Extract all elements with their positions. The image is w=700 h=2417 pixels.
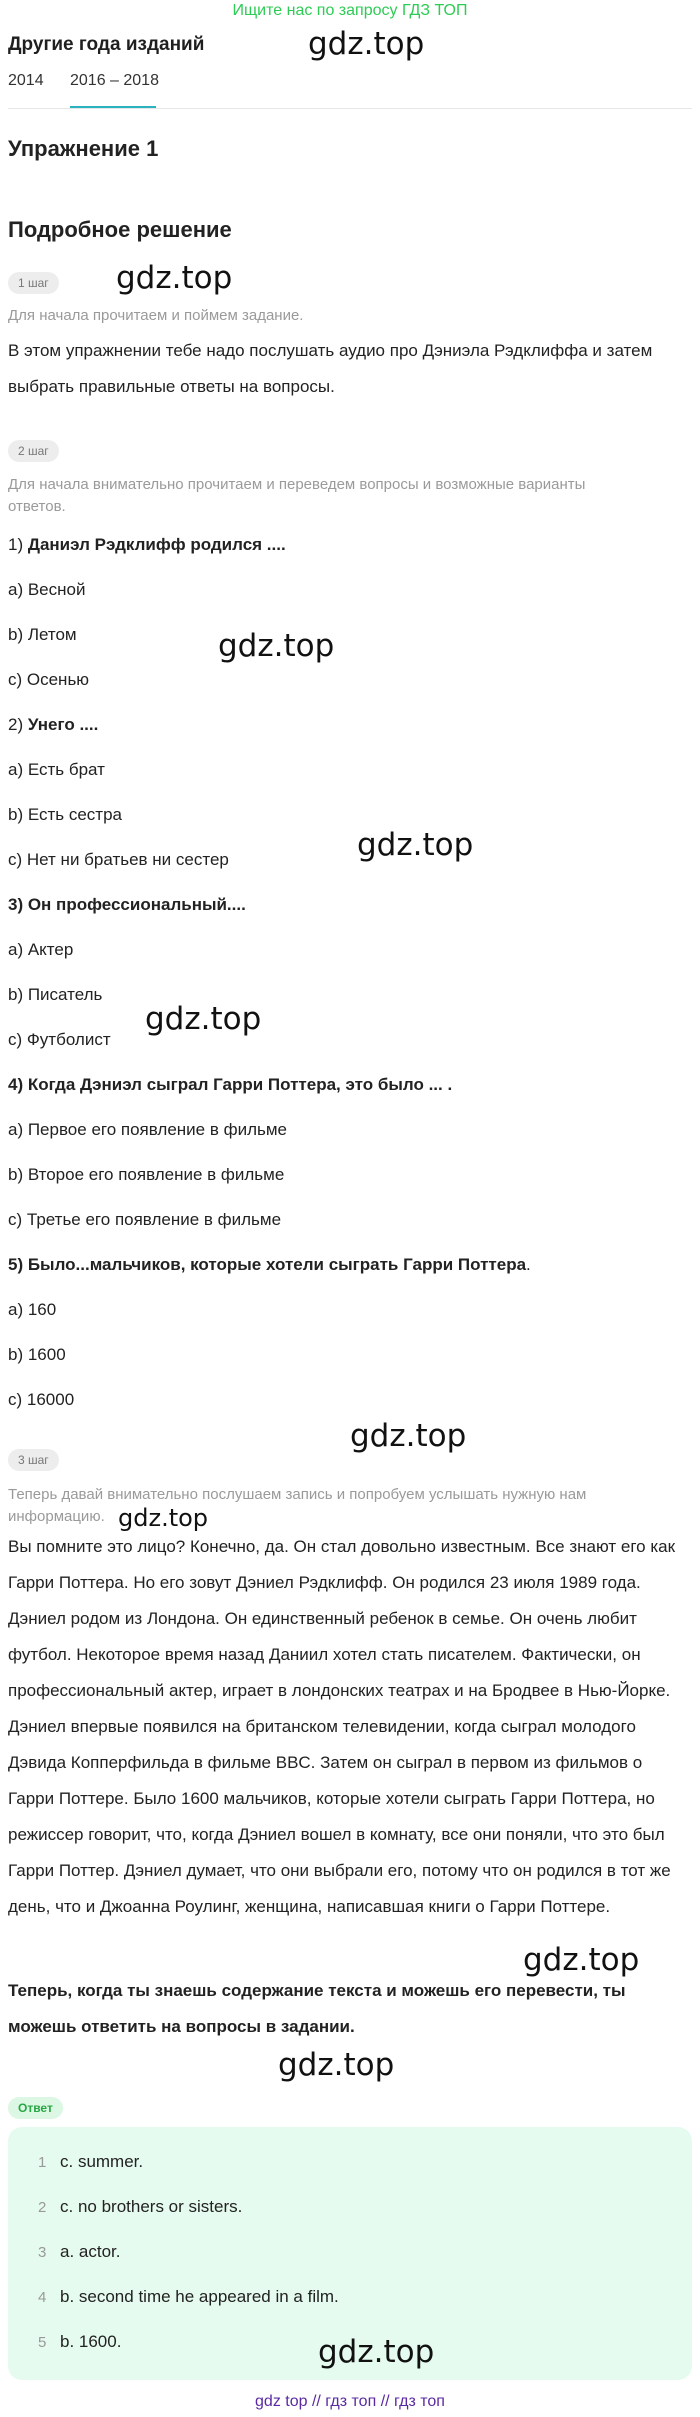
step-3-badge: 3 шаг — [8, 1449, 59, 1471]
exercise-title: Упражнение 1 — [8, 136, 159, 161]
watermark: gdz.top — [145, 1001, 262, 1037]
tab-2014[interactable]: 2014 — [8, 72, 44, 89]
answer-item: 3 a. actor. — [38, 2242, 121, 2261]
answer-badge: Ответ — [8, 2097, 63, 2119]
question-4-option-c: c) Третье его появление в фильме — [8, 1210, 282, 1229]
question-5-option-a: a) 160 — [8, 1300, 57, 1319]
watermark: gdz.top — [318, 2334, 435, 2370]
step-2-badge: 2 шаг — [8, 440, 59, 462]
answer-item: 2 c. no brothers or sisters. — [38, 2197, 243, 2216]
step-3-transcript: Вы помните это лицо? Конечно, да. Он стал довольно известным. Все знают его как Гарри Поттера. Но его зовут Дэниел Рэдклифф. Он родился 23 июля 1989 года. Дэниел родом из Лондона. Он единственный ребенок в семье. Он очень любит футбол. Некоторое время назад Даниил хотел стать писателем. Фактически, он профессиональный актер, играет в лондонских театрах и на Бродвее в Нью-Йорке. Дэниел впервые появился на британском телевидении, когда сыграл молодого Дэвида Копперфильда в фильме BBC. Затем он сыграл в первом из фильмов о Гарри Поттере. Было 1600 мальчиков, которые хотели сыграть Гарри Поттера, но режиссер говорит, что, когда Дэниел вошел в комнату, все они поняли, что это был Гарри Поттер. Дэниел думает, что они выбрали его, потому что он родился в тот же день, что и Джоанна Роулинг, женщина, написавшая книги о Гарри Поттере. — [8, 1537, 676, 1916]
other-editions-title: Другие года изданий — [8, 34, 205, 55]
watermark: gdz.top — [116, 260, 233, 296]
question-3-option-b: b) Писатель — [8, 985, 103, 1004]
question-2-option-a: a) Есть брат — [8, 760, 105, 779]
step-1-hint: Для начала прочитаем и поймем задание. — [8, 307, 304, 324]
question-5-option-b: b) 1600 — [8, 1345, 66, 1364]
step-3-hint: Теперь давай внимательно послушаем запись и попробуем услышать нужную нам информацию. — [8, 1486, 587, 1525]
question-5-option-c: c) 16000 — [8, 1390, 75, 1409]
question-3-option-c: c) Футболист — [8, 1030, 111, 1049]
step-3-conclusion: Теперь, когда ты знаешь содержание текста и можешь его перевести, ты можешь ответить на вопросы в задании. — [8, 1981, 626, 2036]
watermark: gdz.top — [118, 1504, 209, 1532]
search-banner: Ищите нас по запросу ГДЗ ТОП — [232, 2, 468, 19]
question-2-option-b: b) Есть сестра — [8, 805, 123, 824]
question-4: 4) Когда Дэниэл сыграл Гарри Поттера, это было ... . — [8, 1075, 453, 1094]
question-4-option-b: b) Второе его появление в фильме — [8, 1165, 285, 1184]
question-1-option-c: c) Осенью — [8, 670, 90, 689]
question-4-option-a: a) Первое его появление в фильме — [8, 1120, 287, 1139]
watermark: gdz.top — [308, 26, 425, 62]
step-1-badge: 1 шаг — [8, 272, 59, 294]
step-1-text: В этом упражнении тебе надо послушать аудио про Дэниэла Рэдклиффа и затем выбрать правильные ответы на вопросы. — [8, 341, 653, 396]
tab-2016-2018[interactable]: 2016 – 2018 — [70, 72, 159, 89]
watermark: gdz.top — [218, 628, 335, 664]
question-3: 3) Он профессиональный.... — [8, 895, 246, 914]
answer-item: 4 b. second time he appeared in a film. — [38, 2287, 339, 2306]
question-2: 2) Унего .... — [8, 715, 99, 734]
question-1-option-a: a) Весной — [8, 580, 86, 599]
watermark: gdz.top — [350, 1418, 467, 1454]
question-3-option-a: a) Актер — [8, 940, 74, 959]
watermark: gdz.top — [523, 1942, 640, 1978]
question-1-option-b: b) Летом — [8, 625, 77, 644]
footer-links[interactable]: gdz top // гдз топ // гдз топ — [255, 2393, 445, 2410]
question-2-option-c: c) Нет ни братьев ни сестер — [8, 850, 229, 869]
answer-item: 5 b. 1600. — [38, 2332, 122, 2351]
answer-item: 1 c. summer. — [38, 2152, 144, 2171]
watermark: gdz.top — [278, 2047, 395, 2083]
step-2-hint: Для начала внимательно прочитаем и переведем вопросы и возможные варианты ответов. — [8, 476, 586, 515]
solution-title: Подробное решение — [8, 217, 232, 242]
watermark: gdz.top — [357, 827, 474, 863]
question-1: 1) Даниэл Рэдклифф родился .... — [8, 535, 286, 554]
question-5: 5) Было...мальчиков, которые хотели сыграть Гарри Поттера. — [8, 1255, 531, 1274]
divider — [8, 108, 692, 109]
